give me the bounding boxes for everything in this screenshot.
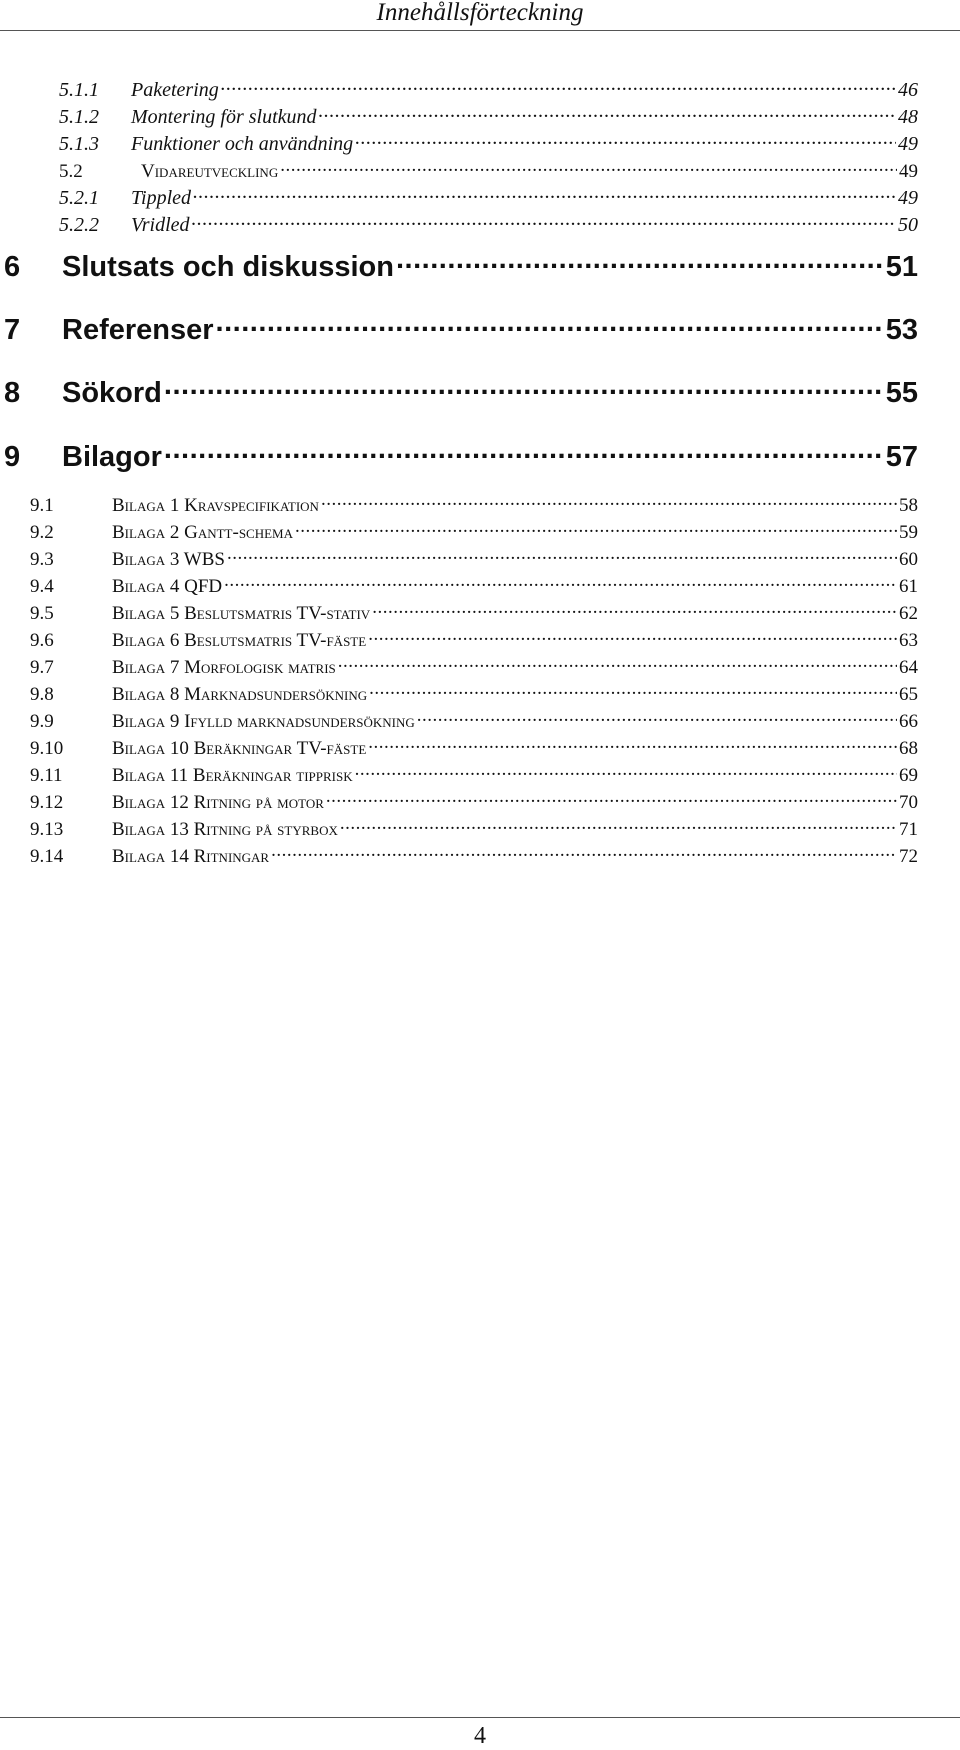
toc-number: 6	[4, 251, 21, 283]
toc-entry-appendix[interactable]	[0, 840, 918, 867]
toc-number: 9.3	[30, 549, 54, 570]
toc-number: 5.1.3	[59, 133, 99, 155]
toc-page: 63	[899, 630, 918, 651]
toc-title: Bilagor	[62, 441, 162, 473]
footer-rule	[0, 1717, 960, 1718]
toc-entry-5-2-2[interactable]	[0, 209, 918, 236]
toc-entry-5-2-1[interactable]	[0, 182, 918, 209]
toc-number: 5.2.1	[59, 187, 99, 209]
toc-entry-chapter-9[interactable]	[0, 434, 918, 473]
toc-entry-chapter-6[interactable]	[0, 244, 918, 283]
toc-number: 9.13	[30, 819, 64, 840]
toc-number: 5.1.2	[59, 106, 99, 128]
toc-page: 61	[899, 576, 918, 597]
toc-page: 65	[899, 684, 918, 705]
toc-page: 53	[885, 314, 918, 346]
toc-entry-appendix[interactable]	[0, 759, 918, 786]
dot-leader	[326, 786, 897, 808]
toc-title: Vidareutveckling	[141, 161, 279, 182]
toc-title: Montering för slutkund	[131, 106, 317, 128]
toc-entry-appendix[interactable]	[0, 651, 918, 678]
dot-leader	[164, 370, 884, 402]
toc-title: Vridled	[131, 214, 190, 236]
dot-leader	[417, 705, 897, 727]
dot-leader	[338, 651, 897, 673]
toc-page: 71	[899, 819, 918, 840]
toc-title: Bilaga 5 Beslutsmatris TV-stativ	[112, 603, 371, 624]
toc-number: 9.2	[30, 522, 54, 543]
toc-entry-appendix[interactable]	[0, 678, 918, 705]
toc-title: Bilaga 2 Gantt-schema	[112, 522, 293, 543]
dot-leader	[372, 597, 897, 619]
toc-entry-chapter-8[interactable]	[0, 370, 918, 409]
toc-page: 60	[899, 549, 918, 570]
toc-entry-appendix[interactable]	[0, 543, 918, 570]
toc-number: 9.8	[30, 684, 54, 705]
toc-title: Referenser	[62, 314, 214, 346]
toc-number: 5.1.1	[59, 79, 99, 101]
toc-title: Bilaga 11 Beräkningar tipprisk	[112, 765, 353, 786]
toc-title: Bilaga 9 Ifylld marknadsundersökning	[112, 711, 415, 732]
toc-entry-5-1-1[interactable]	[0, 74, 918, 101]
dot-leader	[340, 813, 897, 835]
dot-leader	[396, 244, 884, 276]
toc-page: 72	[899, 846, 918, 867]
toc-title: Bilaga 6 Beslutsmatris TV-fäste	[112, 630, 367, 651]
toc-number: 9.11	[30, 765, 63, 786]
toc-number: 8	[4, 377, 21, 409]
toc-title: Sökord	[62, 377, 162, 409]
toc-title: Bilaga 3 WBS	[112, 549, 225, 570]
toc-entry-appendix[interactable]	[0, 624, 918, 651]
dot-leader	[224, 570, 897, 592]
toc-number: 9.14	[30, 846, 64, 867]
dot-leader	[355, 759, 897, 781]
dot-leader	[321, 489, 897, 511]
toc-number: 9.5	[30, 603, 54, 624]
toc-page: 51	[885, 251, 918, 283]
toc-page: 46	[898, 79, 918, 101]
toc-title: Slutsats och diskussion	[62, 251, 394, 283]
toc-entry-5-1-3[interactable]	[0, 128, 918, 155]
dot-leader	[295, 516, 897, 538]
toc-entry-appendix[interactable]	[0, 705, 918, 732]
toc-title: Bilaga 13 Ritning på styrbox	[112, 819, 338, 840]
toc-number: 5.2.2	[59, 214, 99, 236]
dot-leader	[319, 101, 896, 123]
toc-title: Bilaga 14 Ritningar	[112, 846, 270, 867]
page-number: 4	[474, 1723, 486, 1749]
dot-leader	[192, 209, 896, 231]
toc-entry-chapter-7[interactable]	[0, 307, 918, 346]
toc-number: 9.9	[30, 711, 54, 732]
toc-page: 66	[899, 711, 918, 732]
toc-entry-5-2[interactable]	[0, 155, 918, 182]
toc-entry-appendix[interactable]	[0, 570, 918, 597]
toc-title: Bilaga 4 QFD	[112, 576, 223, 597]
toc-title: Tippled	[131, 187, 192, 209]
toc-entry-appendix[interactable]	[0, 786, 918, 813]
dot-leader	[193, 182, 896, 204]
toc-number: 9.1	[30, 495, 54, 516]
toc-title: Bilaga 10 Beräkningar TV-fäste	[112, 738, 367, 759]
dot-leader	[369, 678, 897, 700]
toc-page: 64	[899, 657, 918, 678]
toc-page: 55	[885, 377, 918, 409]
toc-page: 58	[899, 495, 918, 516]
toc-page: 48	[898, 106, 918, 128]
dot-leader	[355, 128, 896, 150]
toc-entry-5-1-2[interactable]	[0, 101, 918, 128]
toc-title: Paketering	[131, 79, 219, 101]
toc-page: 49	[898, 133, 918, 155]
toc-entry-appendix[interactable]	[0, 489, 918, 516]
toc-entry-appendix[interactable]	[0, 516, 918, 543]
toc-number: 7	[4, 314, 21, 346]
dot-leader	[216, 307, 884, 339]
header-rule	[0, 30, 960, 31]
toc-title: Funktioner och användning	[131, 133, 354, 155]
dot-leader	[227, 543, 897, 565]
toc-title: Bilaga 12 Ritning på motor	[112, 792, 324, 813]
dot-leader	[271, 840, 897, 862]
toc-page: 49	[898, 187, 918, 209]
toc-number: 9.12	[30, 792, 64, 813]
dot-leader	[368, 732, 897, 754]
dot-leader	[221, 74, 896, 96]
toc-page: 68	[899, 738, 918, 759]
toc-page: 50	[898, 214, 918, 236]
toc-number: 9.6	[30, 630, 54, 651]
toc-page: 70	[899, 792, 918, 813]
toc-title: Bilaga 1 Kravspecifikation	[112, 495, 319, 516]
dot-leader	[368, 624, 897, 646]
toc-number: 9.7	[30, 657, 54, 678]
toc-page: 69	[899, 765, 918, 786]
dot-leader	[280, 155, 897, 177]
toc-entry-appendix[interactable]	[0, 597, 918, 624]
toc-page: 59	[899, 522, 918, 543]
toc-title: Bilaga 8 Marknadsundersökning	[112, 684, 368, 705]
toc-page: 49	[899, 161, 918, 182]
toc-entry-appendix[interactable]	[0, 732, 918, 759]
toc-page: 62	[899, 603, 918, 624]
toc-number: 9.10	[30, 738, 64, 759]
toc-number: 9.4	[30, 576, 54, 597]
toc-title: Bilaga 7 Morfologisk matris	[112, 657, 336, 678]
toc-page: 57	[885, 441, 918, 473]
dot-leader	[164, 434, 884, 466]
toc-number: 9	[4, 441, 21, 473]
toc-number: 5.2	[59, 161, 83, 182]
toc-entry-appendix[interactable]	[0, 813, 918, 840]
running-header: Innehållsförteckning	[376, 0, 584, 26]
